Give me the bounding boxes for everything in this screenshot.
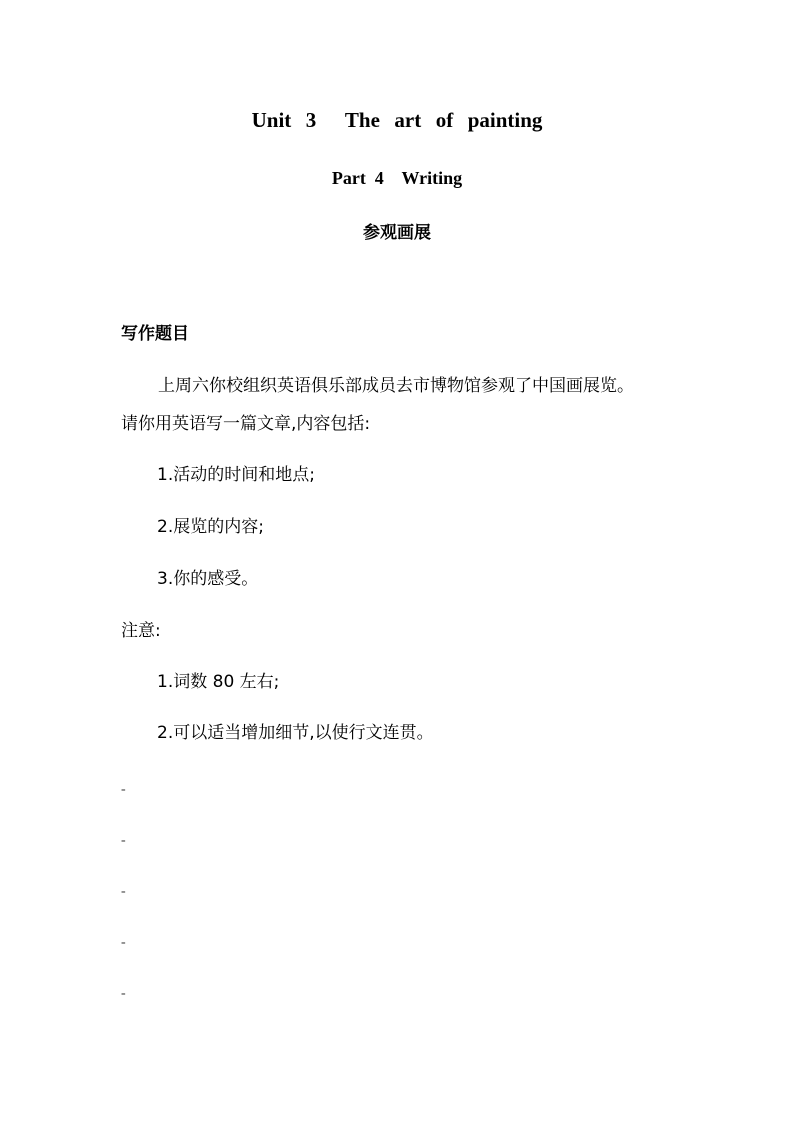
task-intro-line-1: 上周六你校组织英语俱乐部成员去市博物馆参观了中国画展览。 bbox=[158, 376, 634, 396]
answer-line: - bbox=[121, 833, 126, 848]
task-item: 2.展览的内容; bbox=[157, 517, 264, 537]
notes-heading: 注意: bbox=[121, 621, 161, 641]
answer-line: - bbox=[121, 884, 126, 899]
note-item: 1.词数 80 左右; bbox=[157, 672, 280, 692]
unit-title: Unit 3 The art of painting bbox=[251, 108, 543, 132]
part-title: Part 4 Writing bbox=[331, 168, 463, 188]
answer-line: - bbox=[121, 986, 126, 1001]
task-heading: 写作题目 bbox=[121, 324, 189, 344]
note-item: 2.可以适当增加细节,以使行文连贯。 bbox=[157, 723, 434, 743]
task-item: 3.你的感受。 bbox=[157, 569, 259, 589]
topic-title: 参观画展 bbox=[363, 223, 431, 243]
task-item: 1.活动的时间和地点; bbox=[157, 465, 315, 485]
answer-line: - bbox=[121, 935, 126, 950]
task-intro-line-2: 请你用英语写一篇文章,内容包括: bbox=[121, 414, 371, 434]
answer-line: - bbox=[121, 782, 126, 797]
